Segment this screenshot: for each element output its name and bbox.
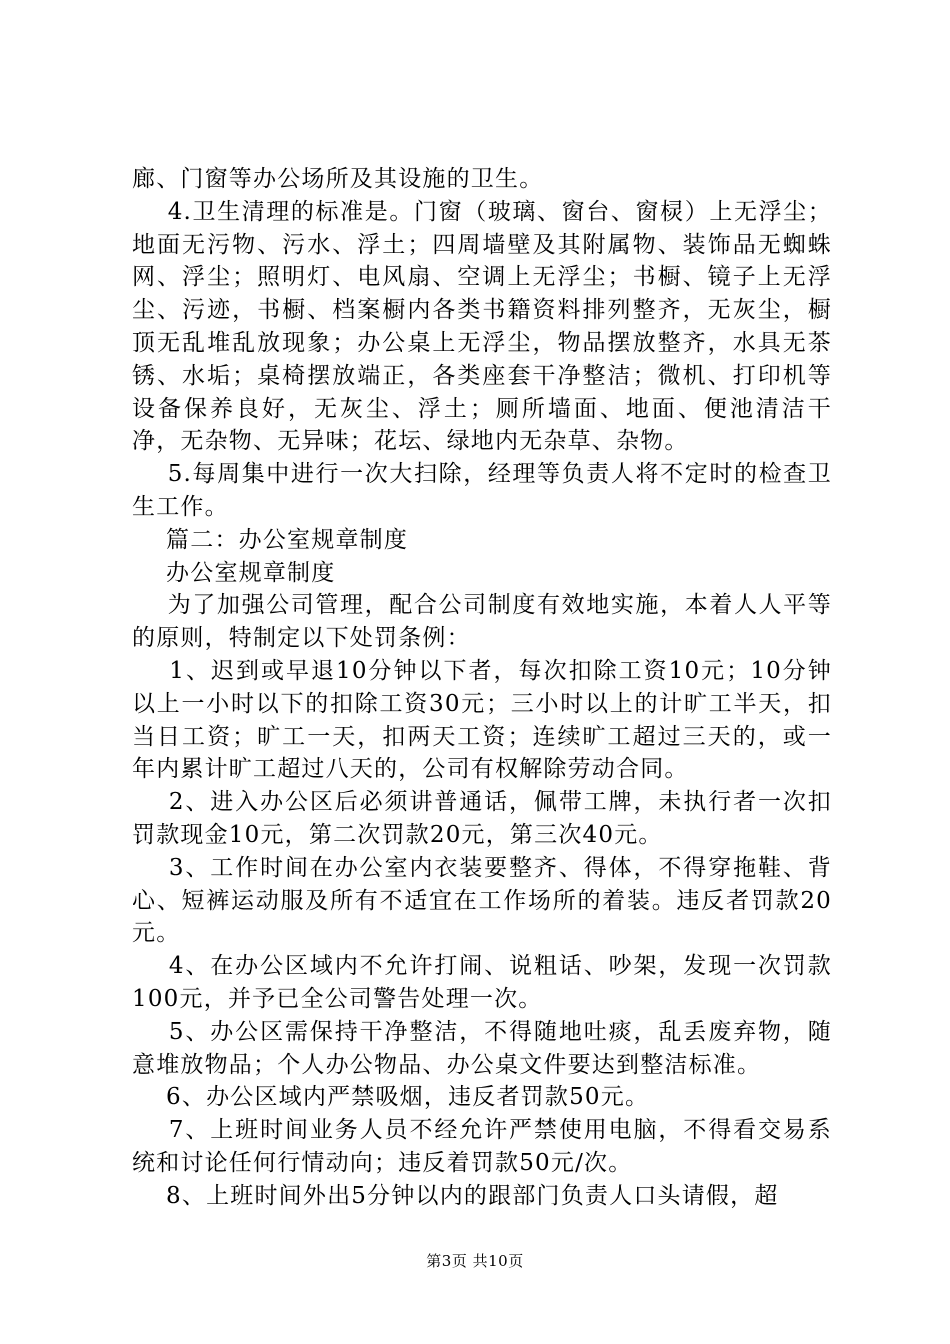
rule-item-3: 3、工作时间在办公室内衣装要整齐、得体，不得穿拖鞋、背心、短裤运动服及所有不适宜在工作场所的着装。违反者罚款20元。 [132,854,832,947]
rule-item-2: 2、进入办公区后必须讲普通话，佩带工牌，未执行者一次扣罚款现金10元，第二次罚款20元，第三次40元。 [132,789,832,848]
section-heading: 篇二：办公室规章制度 [132,526,409,553]
rule-item-7: 7、上班时间业务人员不经允许严禁使用电脑，不得看交易系统和讨论任何行情动向；违反着罚款50元/次。 [132,1117,832,1176]
rule-item-5: 5、办公区需保持干净整洁，不得随地吐痰，乱丢废弃物，随意堆放物品；个人办公物品、办公桌文件要达到整洁标准。 [132,1018,832,1078]
page-number-footer: 第3页 共10页 [426,1252,524,1270]
rule-item-8: 8、上班时间外出5分钟以内的跟部门负责人口头请假，超 [132,1182,779,1209]
rule-item-4: 4、在办公区域内不允许打闹、说粗话、吵架，发现一次罚款100元，并予已全公司警告处理一次。 [132,953,832,1012]
rule-item-1: 1、迟到或早退10分钟以下者，每次扣除工资10元；10分钟以上一小时以下的扣除工资30元；三小时以上的计旷工半天，扣当日工资；旷工一天，扣两天工资；连续旷工超过三天的，或一年内累计旷工超过八天的，公司有权解除劳动合同。 [132,657,833,783]
rule-item-6: 6、办公区域内严禁吸烟，违反者罚款50元。 [132,1084,650,1111]
paragraph-intro: 为了加强公司管理，配合公司制度有效地实施，本着人人平等的原则，特制定以下处罚条例： [132,592,832,652]
paragraph-cleaning-standard: 4.卫生清理的标准是。门窗（玻璃、窗台、窗棂）上无浮尘；地面无污物、污水、浮土；四周墙壁及其附属物、装饰品无蜘蛛网、浮尘；照明灯、电风扇、空调上无浮尘；书橱、镜子上无浮尘、污迹，书橱、档案橱内各类书籍资料排列整齐，无灰尘，橱顶无乱堆乱放现象；办公桌上无浮尘，物品摆放整齐，水具无茶锈、水垢；桌椅摆放端正，各类座套干净整洁；微机、打印机等设备保养良好，无灰尘、浮土；厕所墙面、地面、便池清洁干净，无杂物、无异味；花坛、绿地内无杂草、杂物。 [132,198,832,455]
paragraph-hygiene-scope: 廊、门窗等办公场所及其设施的卫生。 [132,166,544,192]
paragraph-weekly-cleaning: 5.每周集中进行一次大扫除，经理等负责人将不定时的检查卫生工作。 [132,461,832,520]
document-body [132,163,832,1213]
section-title: 办公室规章制度 [132,559,336,586]
